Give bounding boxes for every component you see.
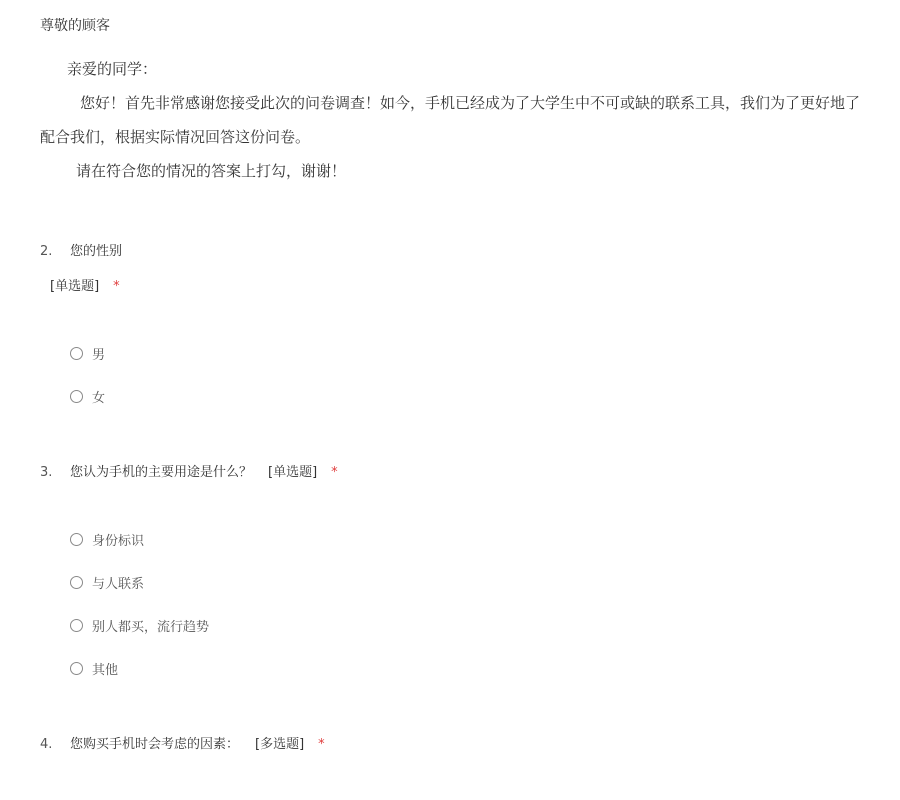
option-radio-other[interactable]	[70, 659, 118, 677]
question-number: 2.	[40, 244, 53, 259]
radio-circle-icon[interactable]	[70, 662, 83, 675]
option-label: 与人联系	[92, 576, 145, 592]
question-type-label: [单选题]	[268, 465, 318, 480]
intro-salutation: 亲爱的同学：	[67, 60, 158, 78]
intro-instruction: 请在符合您的情况的答案上打勾，谢谢！	[76, 162, 347, 180]
required-marker: *	[318, 737, 325, 752]
option-radio-contact[interactable]	[70, 573, 144, 591]
radio-circle-icon[interactable]	[70, 619, 83, 632]
radio-circle-icon[interactable]	[70, 390, 83, 403]
option-label: 身份标识	[92, 533, 145, 549]
question-type-label: [单选题]	[50, 279, 100, 294]
option-label: 别人都买，流行趋势	[92, 619, 210, 635]
radio-circle-icon[interactable]	[70, 533, 83, 546]
question-2-title	[40, 240, 122, 259]
option-label: 男	[92, 347, 106, 363]
question-type-label: [多选题]	[255, 737, 305, 752]
question-2-type-line	[50, 275, 120, 294]
greeting-heading: 尊敬的顾客	[40, 18, 110, 34]
option-label: 其他	[92, 662, 119, 678]
question-number: 4.	[40, 737, 53, 752]
question-4-title	[40, 733, 325, 752]
question-text: 您购买手机时会考虑的因素：	[70, 737, 240, 752]
intro-paragraph-line-2: 配合我们，根据实际情况回答这份问卷。	[40, 128, 311, 146]
option-radio-female[interactable]	[70, 387, 105, 405]
question-text: 您认为手机的主要用途是什么？	[70, 465, 253, 480]
question-number: 3.	[40, 465, 53, 480]
option-radio-identity[interactable]	[70, 530, 144, 548]
option-radio-male[interactable]	[70, 344, 105, 362]
required-marker: *	[113, 279, 120, 294]
question-3-title	[40, 461, 338, 480]
radio-circle-icon[interactable]	[70, 347, 83, 360]
required-marker: *	[331, 465, 338, 480]
intro-text	[40, 52, 900, 188]
option-label: 女	[92, 390, 106, 406]
question-text: 您的性别	[70, 244, 123, 259]
option-radio-trend[interactable]	[70, 616, 209, 634]
radio-circle-icon[interactable]	[70, 576, 83, 589]
intro-paragraph-line-1: 您好！首先非常感谢您接受此次的问卷调查！如今，手机已经成为了大学生中不可或缺的联系工具，我们为了更好地了	[80, 94, 861, 112]
